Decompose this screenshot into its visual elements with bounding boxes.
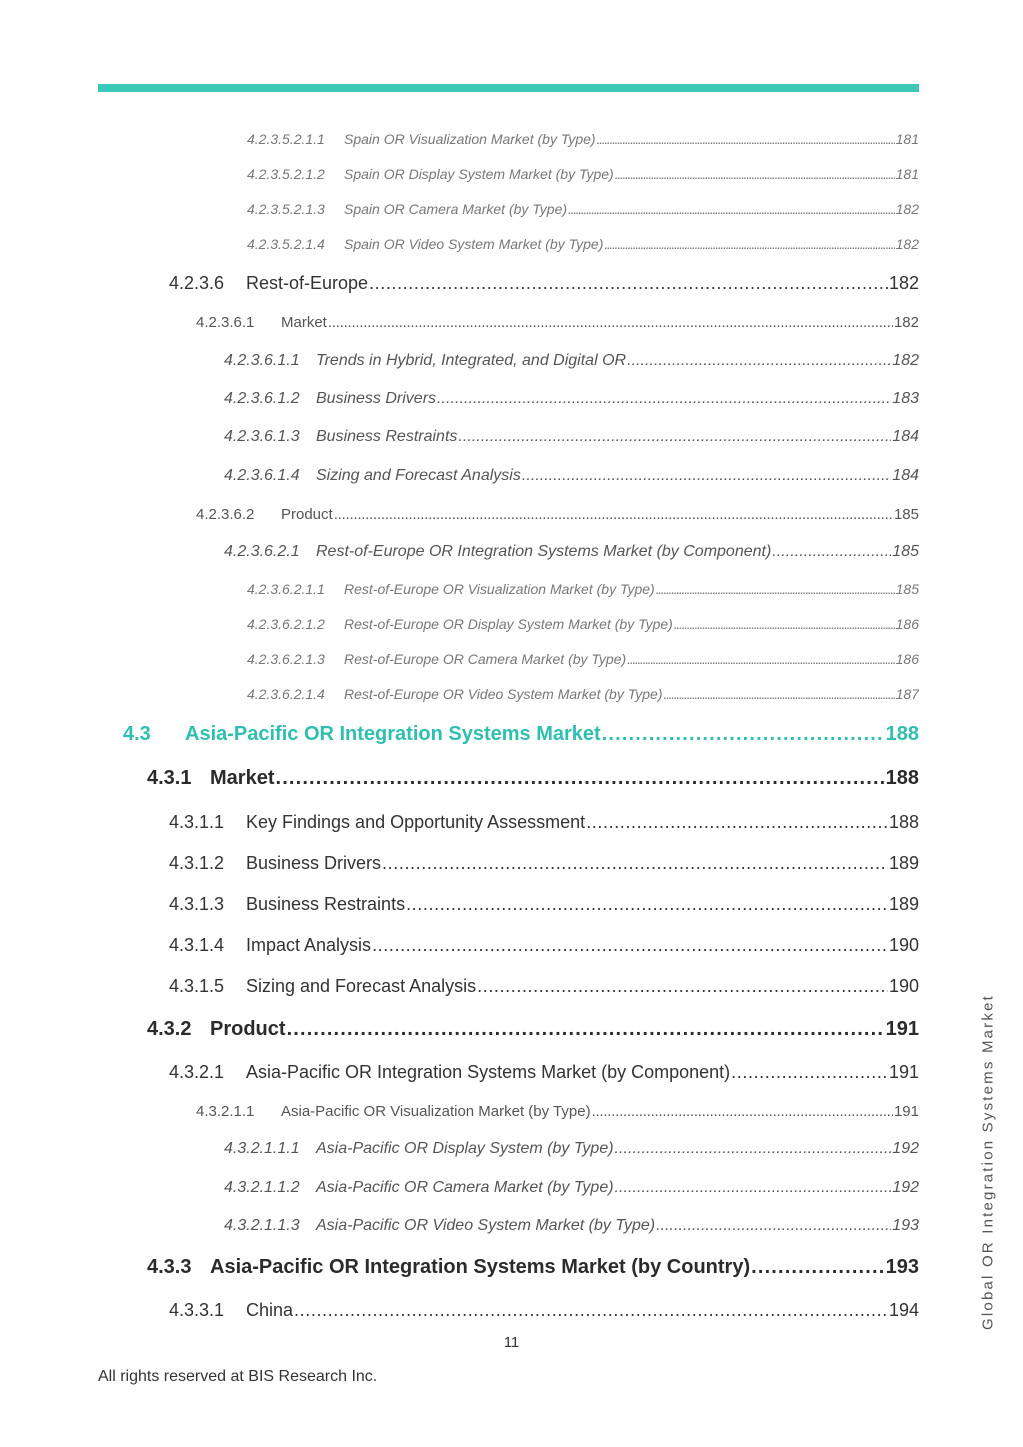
toc-entry-number: 4.2.3.6 bbox=[169, 273, 225, 293]
toc-dot-leader bbox=[568, 201, 895, 217]
toc-entry[interactable] bbox=[169, 812, 919, 833]
toc-entry-number: 4.2.3.5.2.1.3 bbox=[247, 201, 325, 217]
toc-entry[interactable] bbox=[169, 853, 919, 874]
toc-dot-leader bbox=[674, 616, 895, 632]
toc-dot-leader bbox=[382, 853, 888, 874]
toc-entry-title: Rest-of-Europe OR Display System Market (by Type) bbox=[344, 616, 673, 632]
toc-entry-number: 4.3.2.1.1.1 bbox=[224, 1140, 300, 1157]
toc-entry[interactable] bbox=[224, 428, 919, 446]
toc-entry-title: Market bbox=[210, 767, 275, 789]
toc-entry-title: Asia-Pacific OR Integration Systems Market bbox=[185, 723, 601, 745]
toc-dot-leader bbox=[372, 935, 888, 956]
toc-entry[interactable] bbox=[169, 935, 919, 956]
toc-dot-leader bbox=[437, 390, 891, 408]
toc-entry[interactable] bbox=[169, 273, 919, 294]
toc-dot-leader bbox=[731, 1062, 888, 1083]
copyright-footer: All rights reserved at BIS Research Inc. bbox=[98, 1368, 378, 1385]
toc-entry-page: 191 bbox=[888, 1062, 919, 1082]
toc-entry-page: 190 bbox=[888, 935, 919, 955]
toc-entry-page: 192 bbox=[892, 1179, 919, 1196]
toc-entry-page: 182 bbox=[895, 236, 919, 252]
toc-entry[interactable] bbox=[169, 894, 919, 915]
toc-dot-leader bbox=[369, 273, 888, 294]
toc-entry-page: 191 bbox=[885, 1018, 919, 1040]
toc-entry-page: 188 bbox=[888, 812, 919, 832]
toc-entry-title: Rest-of-Europe OR Integration Systems Market (by Component) bbox=[316, 543, 772, 560]
toc-entry[interactable] bbox=[196, 506, 919, 523]
toc-entry-title: Asia-Pacific OR Integration Systems Market (by Country) bbox=[210, 1256, 751, 1278]
toc-entry[interactable] bbox=[224, 1217, 919, 1235]
toc-dot-leader bbox=[477, 976, 888, 997]
toc-entry-title: Business Restraints bbox=[316, 428, 458, 445]
toc-entry-title: China bbox=[246, 1300, 294, 1320]
toc-entry-title: Spain OR Display System Market (by Type) bbox=[344, 166, 614, 182]
toc-entry-title: Asia-Pacific OR Visualization Market (by Type) bbox=[281, 1103, 591, 1120]
toc-entry-number: 4.2.3.5.2.1.4 bbox=[247, 236, 325, 252]
toc-dot-leader bbox=[294, 1300, 888, 1321]
toc-entry-number: 4.2.3.5.2.1.1 bbox=[247, 131, 325, 147]
toc-entry[interactable] bbox=[123, 723, 919, 746]
toc-entry[interactable] bbox=[247, 581, 919, 597]
toc-dot-leader bbox=[627, 651, 894, 667]
toc-dot-leader bbox=[751, 1256, 884, 1279]
toc-entry-page: 184 bbox=[892, 467, 919, 484]
toc-entry-page: 182 bbox=[892, 352, 919, 369]
toc-entry-page: 184 bbox=[892, 428, 919, 445]
toc-entry-page: 181 bbox=[895, 131, 919, 147]
toc-entry-title: Sizing and Forecast Analysis bbox=[246, 976, 477, 996]
toc-dot-leader bbox=[602, 723, 885, 746]
toc-entry-title: Business Drivers bbox=[316, 390, 437, 407]
toc-entry-number: 4.3.3 bbox=[147, 1256, 192, 1278]
toc-entry-number: 4.2.3.6.2.1 bbox=[224, 543, 300, 560]
toc-entry-page: 183 bbox=[892, 390, 919, 407]
toc-entry-title: Impact Analysis bbox=[246, 935, 372, 955]
toc-entry[interactable] bbox=[224, 1140, 919, 1158]
toc-dot-leader bbox=[615, 1179, 892, 1197]
toc-entry[interactable] bbox=[147, 1256, 919, 1279]
toc-entry-page: 194 bbox=[888, 1300, 919, 1320]
toc-entry-title: Asia-Pacific OR Integration Systems Market (by Component) bbox=[246, 1062, 731, 1082]
toc-entry-number: 4.3.1 bbox=[147, 767, 192, 789]
toc-dot-leader bbox=[656, 1217, 891, 1235]
toc-entry[interactable] bbox=[247, 236, 919, 252]
toc-dot-leader bbox=[334, 506, 893, 523]
toc-dot-leader bbox=[592, 1103, 893, 1120]
toc-entry[interactable] bbox=[224, 352, 919, 370]
toc-entry[interactable] bbox=[224, 543, 919, 561]
toc-entry-title: Spain OR Visualization Market (by Type) bbox=[344, 131, 596, 147]
toc-entry-page: 188 bbox=[885, 767, 919, 789]
toc-entry-title: Spain OR Camera Market (by Type) bbox=[344, 201, 568, 217]
toc-dot-leader bbox=[772, 543, 891, 561]
toc-entry[interactable] bbox=[169, 1300, 919, 1321]
toc-entry[interactable] bbox=[247, 616, 919, 632]
toc-entry[interactable] bbox=[196, 1103, 919, 1120]
toc-entry-number: 4.2.3.6.2.1.2 bbox=[247, 616, 325, 632]
toc-entry-title: Product bbox=[281, 506, 333, 523]
toc-entry-number: 4.3.1.3 bbox=[169, 894, 225, 914]
toc-entry-title: Rest-of-Europe OR Visualization Market (by Type) bbox=[344, 581, 655, 597]
toc-entry-page: 193 bbox=[885, 1256, 919, 1278]
toc-entry-number: 4.3.2.1.1.2 bbox=[224, 1179, 300, 1196]
toc-entry-number: 4.2.3.6.1.2 bbox=[224, 390, 300, 407]
toc-entry-title: Asia-Pacific OR Video System Market (by Type) bbox=[316, 1217, 656, 1234]
toc-entry-title: Key Findings and Opportunity Assessment bbox=[246, 812, 586, 832]
toc-entry-number: 4.2.3.6.1.1 bbox=[224, 352, 300, 369]
toc-entry-number: 4.3.3.1 bbox=[169, 1300, 225, 1320]
toc-entry-number: 4.3.2.1.1.3 bbox=[224, 1217, 300, 1234]
toc-entry-page: 182 bbox=[895, 201, 919, 217]
toc-entry[interactable] bbox=[247, 651, 919, 667]
toc-entry[interactable] bbox=[224, 390, 919, 408]
toc-entry-page: 186 bbox=[895, 616, 919, 632]
toc-dot-leader bbox=[615, 166, 895, 182]
toc-entry[interactable] bbox=[169, 1062, 919, 1083]
toc-entry[interactable] bbox=[224, 1179, 919, 1197]
toc-entry-title: Trends in Hybrid, Integrated, and Digital OR bbox=[316, 352, 627, 369]
toc-entry-number: 4.3 bbox=[123, 723, 151, 745]
toc-entry-title: Market bbox=[281, 314, 327, 331]
toc-entry-title: Business Drivers bbox=[246, 853, 382, 873]
toc-dot-leader bbox=[522, 467, 891, 485]
page-number: 11 bbox=[503, 1334, 520, 1351]
toc-dot-leader bbox=[615, 1140, 892, 1158]
toc-entry-page: 189 bbox=[888, 853, 919, 873]
toc-dot-leader bbox=[597, 131, 895, 147]
toc-entry-page: 187 bbox=[895, 686, 919, 702]
toc-entry-page: 185 bbox=[895, 581, 919, 597]
toc-entry[interactable] bbox=[224, 467, 919, 485]
toc-entry-page: 182 bbox=[888, 273, 919, 293]
toc-entry[interactable] bbox=[196, 314, 919, 331]
top-accent-rule bbox=[98, 84, 919, 92]
toc-dot-leader bbox=[458, 428, 891, 446]
toc-dot-leader bbox=[586, 812, 888, 833]
toc-entry-number: 4.3.2.1.1 bbox=[196, 1103, 255, 1120]
toc-entry-number: 4.2.3.6.1.4 bbox=[224, 467, 300, 484]
toc-dot-leader bbox=[328, 314, 893, 331]
toc-entry[interactable] bbox=[169, 976, 919, 997]
toc-entry-number: 4.3.1.1 bbox=[169, 812, 225, 832]
toc-dot-leader bbox=[275, 767, 884, 790]
toc-dot-leader bbox=[406, 894, 888, 915]
toc-entry-page: 185 bbox=[893, 506, 919, 523]
toc-dot-leader bbox=[656, 581, 895, 597]
toc-entry-title: Rest-of-Europe OR Camera Market (by Type) bbox=[344, 651, 627, 667]
toc-entry-title: Asia-Pacific OR Camera Market (by Type) bbox=[316, 1179, 614, 1196]
toc-entry[interactable] bbox=[247, 686, 919, 702]
toc-entry-title: Asia-Pacific OR Display System (by Type) bbox=[316, 1140, 614, 1157]
toc-entry-number: 4.2.3.6.2.1.1 bbox=[247, 581, 325, 597]
toc-entry[interactable] bbox=[147, 1018, 919, 1041]
toc-entry-number: 4.3.2 bbox=[147, 1018, 192, 1040]
toc-entry-page: 181 bbox=[895, 166, 919, 182]
toc-entry-number: 4.3.1.2 bbox=[169, 853, 225, 873]
toc-entry[interactable] bbox=[247, 201, 919, 217]
side-report-title: Global OR Integration Systems Market bbox=[979, 994, 997, 1330]
toc-entry[interactable] bbox=[247, 166, 919, 182]
toc-dot-leader bbox=[287, 1018, 885, 1041]
toc-entry-number: 4.2.3.6.2.1.4 bbox=[247, 686, 325, 702]
toc-entry-title: Sizing and Forecast Analysis bbox=[316, 467, 521, 484]
toc-entry-page: 188 bbox=[885, 723, 919, 745]
toc-entry-number: 4.3.1.4 bbox=[169, 935, 225, 955]
toc-entry-number: 4.2.3.6.2.1.3 bbox=[247, 651, 325, 667]
toc-dot-leader bbox=[627, 352, 891, 370]
toc-entry-title: Spain OR Video System Market (by Type) bbox=[344, 236, 604, 252]
toc-entry-number: 4.2.3.5.2.1.2 bbox=[247, 166, 325, 182]
toc-entry-page: 193 bbox=[892, 1217, 919, 1234]
toc-entry-number: 4.3.1.5 bbox=[169, 976, 225, 996]
toc-entry-page: 185 bbox=[892, 543, 919, 560]
toc-entry-page: 189 bbox=[888, 894, 919, 914]
toc-entry[interactable] bbox=[247, 131, 919, 147]
toc-entry-title: Business Restraints bbox=[246, 894, 406, 914]
toc-entry-number: 4.2.3.6.1 bbox=[196, 314, 255, 331]
toc-entry-page: 192 bbox=[892, 1140, 919, 1157]
toc-entry-page: 182 bbox=[893, 314, 919, 331]
toc-entry-title: Rest-of-Europe OR Video System Market (by Type) bbox=[344, 686, 663, 702]
toc-entry-page: 186 bbox=[895, 651, 919, 667]
toc-dot-leader bbox=[663, 686, 894, 702]
toc-entry-title: Product bbox=[210, 1018, 286, 1040]
toc-entry[interactable] bbox=[147, 767, 919, 790]
toc-entry-number: 4.2.3.6.2 bbox=[196, 506, 255, 523]
toc-entry-number: 4.2.3.6.1.3 bbox=[224, 428, 300, 445]
toc-dot-leader bbox=[604, 236, 894, 252]
toc-entry-page: 191 bbox=[893, 1103, 919, 1120]
toc-entry-page: 190 bbox=[888, 976, 919, 996]
toc-entry-number: 4.3.2.1 bbox=[169, 1062, 225, 1082]
toc-entry-title: Rest-of-Europe bbox=[246, 273, 369, 293]
